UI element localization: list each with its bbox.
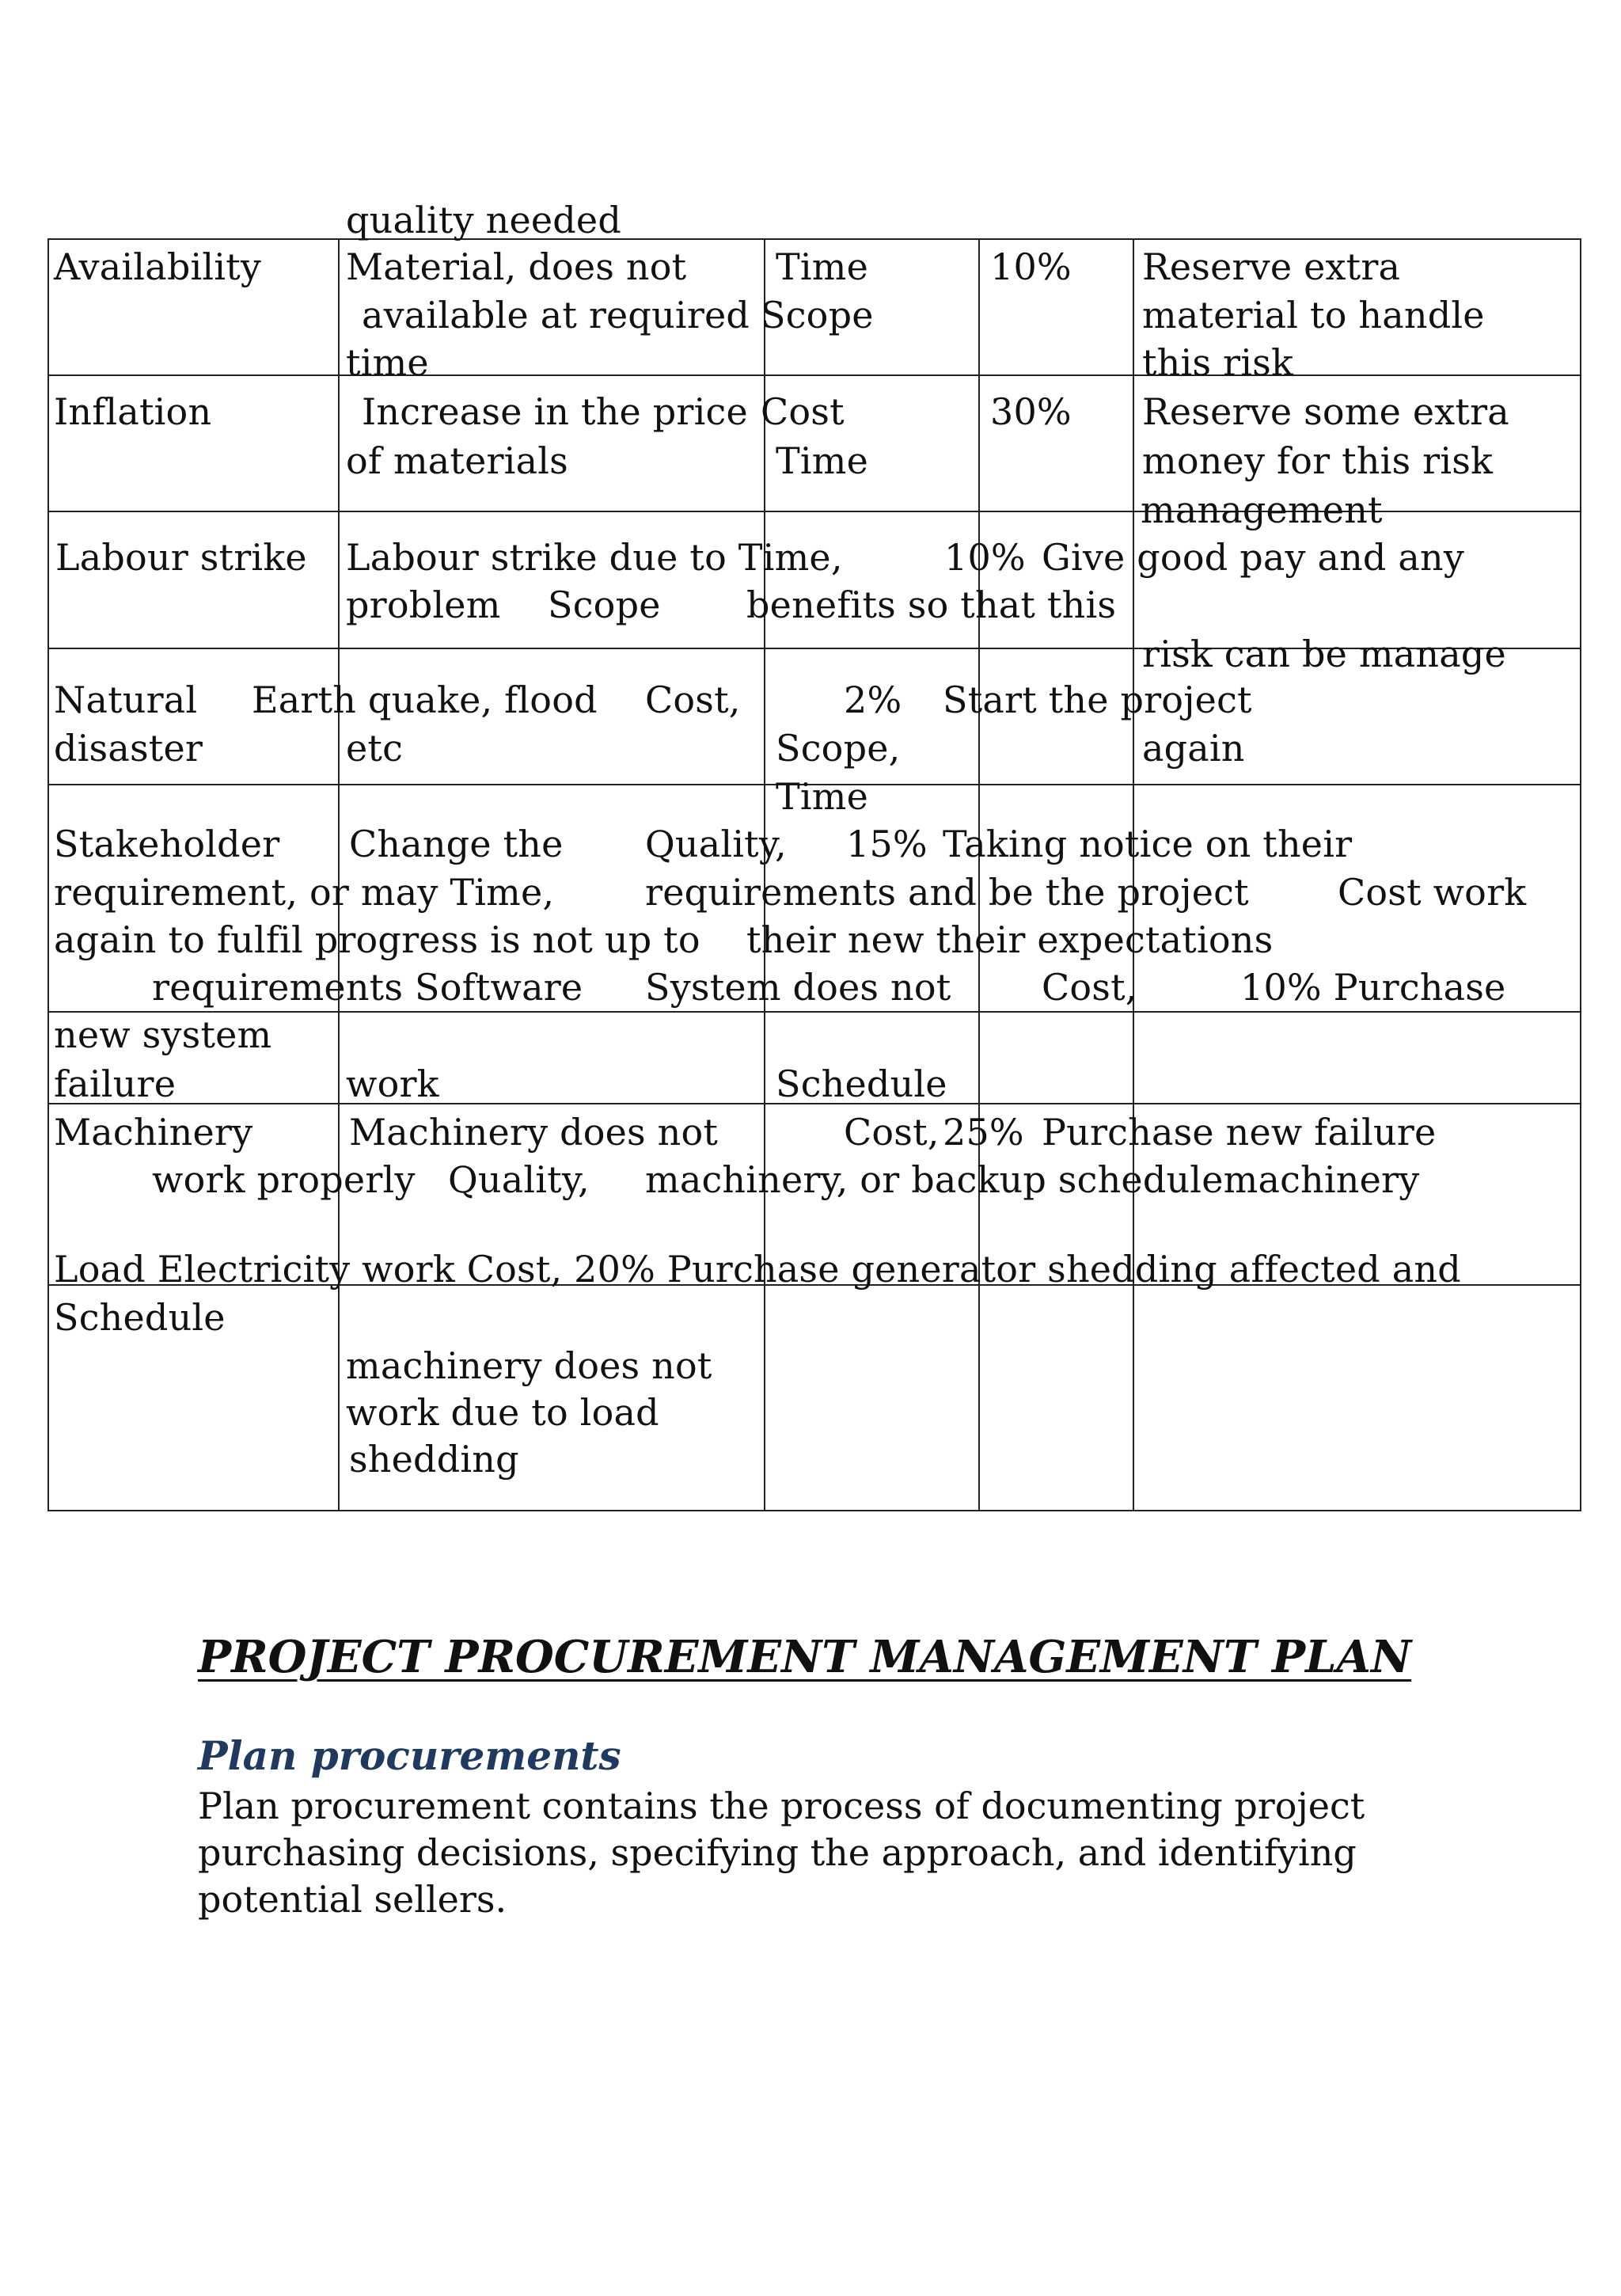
table-cell-text: money for this risk [1142, 439, 1494, 482]
table-cell-text: risk can be manage [1142, 633, 1506, 675]
table-cell-text: 30% [990, 390, 1072, 433]
table-rule [47, 1510, 1581, 1511]
table-cell-text: again to fulfil progress is not up to [54, 918, 700, 961]
table-cell-text: their new their expectations [746, 918, 1274, 961]
table-cell-text: problem [346, 584, 501, 626]
table-cell-text: Quality, [448, 1158, 590, 1201]
table-cell-text: disaster [54, 727, 203, 770]
subsection-heading: Plan procurements [198, 1732, 621, 1779]
table-cell-text: Time [776, 245, 869, 288]
table-cell-text: System does not [645, 966, 951, 1009]
table-cell-text: requirements and be the project [645, 871, 1249, 914]
paragraph-line: Plan procurement contains the process of documenting project [198, 1785, 1365, 1827]
table-cell-text: Cost, [844, 1111, 940, 1154]
table-cell-text: Cost [761, 390, 845, 433]
table-cell-text: Availability [54, 245, 262, 288]
table-cell-text: this risk [1142, 341, 1294, 384]
table-cell-text: etc [346, 727, 404, 770]
table-cell-text: 10% Purchase [1240, 966, 1506, 1009]
table-cell-text: Reserve some extra [1142, 390, 1509, 433]
table-cell-text: Stakeholder [54, 823, 280, 865]
table-cell-text: again [1142, 727, 1245, 770]
table-rule [47, 1011, 1581, 1013]
table-cell-text: work due to load [346, 1391, 659, 1434]
table-cell-text: Scope [548, 584, 661, 626]
table-cell-text: 2% [844, 679, 902, 721]
table-cell-text: available at required [362, 294, 750, 336]
table-cell-text: Inflation [54, 390, 212, 433]
table-cell-text: Increase in the price [362, 390, 748, 433]
table-cell-text: Machinery [54, 1111, 253, 1154]
table-cell-text: Scope, [776, 727, 901, 770]
table-cell-text: failure [54, 1062, 177, 1105]
table-cell-text: material to handle [1142, 294, 1485, 336]
table-cell-text: new system [54, 1013, 272, 1056]
table-cell-text: Purchase new failure [1042, 1111, 1437, 1154]
table-rule [47, 374, 1581, 376]
table-cell-text: Cost work [1338, 871, 1527, 914]
table-cell-text: Schedule [776, 1062, 947, 1105]
table-cell-text: time [346, 341, 429, 384]
table-cell-text: Machinery does not [349, 1111, 719, 1154]
table-cell-text: 25% [943, 1111, 1024, 1154]
table-cell-text: Schedule [54, 1296, 226, 1339]
table-cell-text: Start the project [943, 679, 1252, 721]
table-cell-text: Reserve extra [1142, 245, 1401, 288]
table-cell-text: Time [776, 439, 869, 482]
table-cell-text: Labour strike [55, 536, 307, 579]
table-cell-text: Change the [349, 823, 564, 865]
table-cell-text: benefits so that this [746, 584, 1117, 626]
table-cell-text: Earth quake, flood [252, 679, 598, 721]
table-rule [47, 238, 1581, 240]
table-cell-text: Taking notice on their [943, 823, 1353, 865]
table-cell-text: Labour strike due to Time, [346, 536, 843, 579]
table-cell-text: machinery does not [346, 1344, 712, 1387]
table-rule [47, 238, 49, 1511]
table-cell-text: requirements Software [152, 966, 583, 1009]
table-cell-text: Scope [761, 294, 874, 336]
paragraph-line: potential sellers. [198, 1878, 507, 1921]
table-cell-text: Material, does not [346, 245, 687, 288]
table-cell-text: shedding [349, 1438, 519, 1481]
table-cell-text: 15% [846, 823, 928, 865]
table-cell-text: Cost, [1042, 966, 1137, 1009]
table-cell-text: management [1141, 488, 1383, 531]
table-cell-text: work [346, 1062, 439, 1105]
table-cell-text: Give good pay and any [1042, 536, 1465, 579]
table-cell-text: Quality, [645, 823, 787, 865]
table-cell-text: quality needed [346, 199, 622, 241]
table-cell-text: Time [776, 775, 869, 818]
table-cell-text: of materials [346, 439, 568, 482]
paragraph-line: purchasing decisions, specifying the approach, and identifying [198, 1831, 1357, 1874]
body-paragraph [198, 1783, 1433, 1923]
table-cell-text: requirement, or may Time, [54, 871, 555, 914]
table-cell-text: 10% [944, 536, 1026, 579]
table-rule [1580, 238, 1581, 1511]
table-cell-text: Load Electricity work Cost, 20% Purchase generator shedding affected and [54, 1248, 1461, 1291]
table-cell-text: 10% [990, 245, 1072, 288]
table-cell-text: work properly [152, 1158, 416, 1201]
section-heading: PROJECT PROCUREMENT MANAGEMENT PLAN [198, 1631, 1412, 1683]
table-cell-text: Natural [54, 679, 198, 721]
table-cell-text: machinery, or backup schedulemachinery [645, 1158, 1420, 1201]
table-cell-text: Cost, [645, 679, 741, 721]
